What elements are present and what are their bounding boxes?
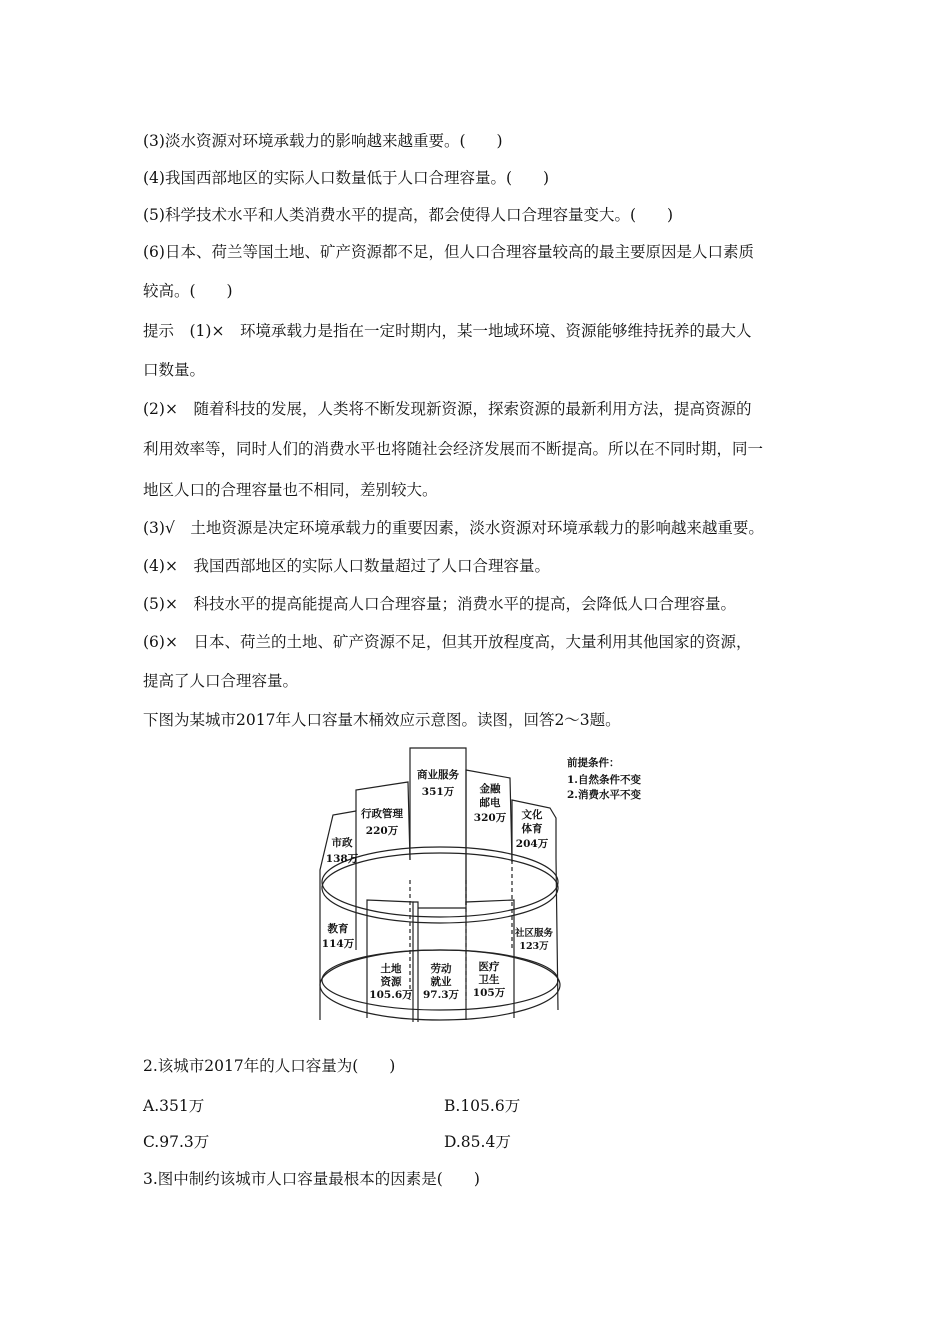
stave-label-labor-2: 就业 (430, 976, 452, 988)
stave-value-culture: 204万 (515, 838, 549, 850)
stave-label-admin: 行政管理 (361, 808, 403, 820)
stave-label-commerce: 商业服务 (417, 769, 459, 781)
hint-1-cont: 口数量。 (143, 361, 206, 379)
stave-value-commerce: 351万 (421, 786, 455, 798)
question-3-stem: 3.图中制约该城市人口容量最根本的因素是( ) (143, 1170, 480, 1188)
stave-label-medical: 医疗 (478, 961, 500, 973)
stave-label-culture-2: 体育 (521, 823, 543, 835)
statement-4: (4)我国西部地区的实际人口数量低于人口合理容量。( ) (143, 169, 550, 187)
stave-label-medical-2: 卫生 (478, 974, 500, 986)
stave-label-labor: 劳动 (430, 963, 452, 975)
conditions-title: 前提条件： (567, 757, 620, 769)
hint-2-cont1: 利用效率等，同时人们的消费水平也将随社会经济发展而不断提高。所以在不同时期，同一 (143, 440, 764, 458)
hint-6: (6)× 日本、荷兰的土地、矿产资源不足，但其开放程度高，大量利用其他国家的资源， (143, 633, 752, 651)
stave-label-culture: 文化 (521, 809, 543, 821)
hint-1: 提示 (1)× 环境承载力是指在一定时期内，某一地域环境、资源能够维持抚养的最大人 (143, 322, 752, 340)
hint-3: (3)√ 土地资源是决定环境承载力的重要因素，淡水资源对环境承载力的影响越来越重要。 (143, 519, 764, 537)
statement-6: (6)日本、荷兰等国土地、矿产资源都不足，但人口合理容量较高的最主要原因是人口素质 (143, 243, 754, 261)
stave-value-admin: 220万 (365, 825, 399, 837)
question-2-option-c[interactable]: C.97.3万 (143, 1133, 210, 1151)
stave-value-medical: 105万 (472, 987, 506, 999)
stave-value-labor: 97.3万 (422, 989, 460, 1001)
stave-value-land: 105.6万 (369, 989, 413, 1001)
statement-5: (5)科学技术水平和人类消费水平的提高，都会使得人口合理容量变大。( ) (143, 206, 674, 224)
hint-6-cont: 提高了人口合理容量。 (143, 672, 299, 690)
stave-value-finance: 320万 (473, 812, 507, 824)
hint-4: (4)× 我国西部地区的实际人口数量超过了人口合理容量。 (143, 557, 550, 575)
hint-2: (2)× 随着科技的发展，人类将不断发现新资源，探索资源的最新利用方法，提高资源的 (143, 400, 752, 418)
stave-label-finance-2: 邮电 (479, 797, 501, 809)
hint-5: (5)× 科技水平的提高能提高人口合理容量；消费水平的提高，会降低人口合理容量。 (143, 595, 736, 613)
question-2-option-b[interactable]: B.105.6万 (444, 1097, 521, 1115)
stave-value-education: 114万 (321, 938, 355, 950)
stave-label-education: 教育 (327, 923, 349, 935)
condition-2: 2.消费水平不变 (567, 789, 641, 801)
stave-label-finance: 金融 (479, 783, 501, 795)
hint-2-cont2: 地区人口的合理容量也不相同，差别较大。 (143, 481, 438, 499)
condition-1: 1.自然条件不变 (567, 774, 641, 786)
stave-outline (466, 900, 514, 1018)
figure-intro: 下图为某城市2017年人口容量木桶效应示意图。读图，回答2～3题。 (143, 711, 621, 729)
statement-3: (3)淡水资源对环境承载力的影响越来越重要。( ) (143, 132, 503, 150)
question-2-option-d[interactable]: D.85.4万 (444, 1133, 511, 1151)
stave-label-land: 土地 (380, 963, 402, 975)
stave-outline (367, 900, 413, 1022)
question-2-stem: 2.该城市2017年的人口容量为( ) (143, 1057, 396, 1075)
stave-label-land-2: 资源 (380, 976, 402, 988)
question-2-option-a[interactable]: A.351万 (143, 1097, 205, 1115)
stave-outline (413, 902, 418, 1022)
stave-value-municipal: 138万 (325, 853, 359, 865)
stave-label-community: 社区服务 (514, 928, 554, 939)
statement-6-cont: 较高。( ) (143, 282, 233, 300)
stave-label-municipal: 市政 (331, 837, 353, 849)
stave-value-community: 123万 (519, 941, 549, 952)
